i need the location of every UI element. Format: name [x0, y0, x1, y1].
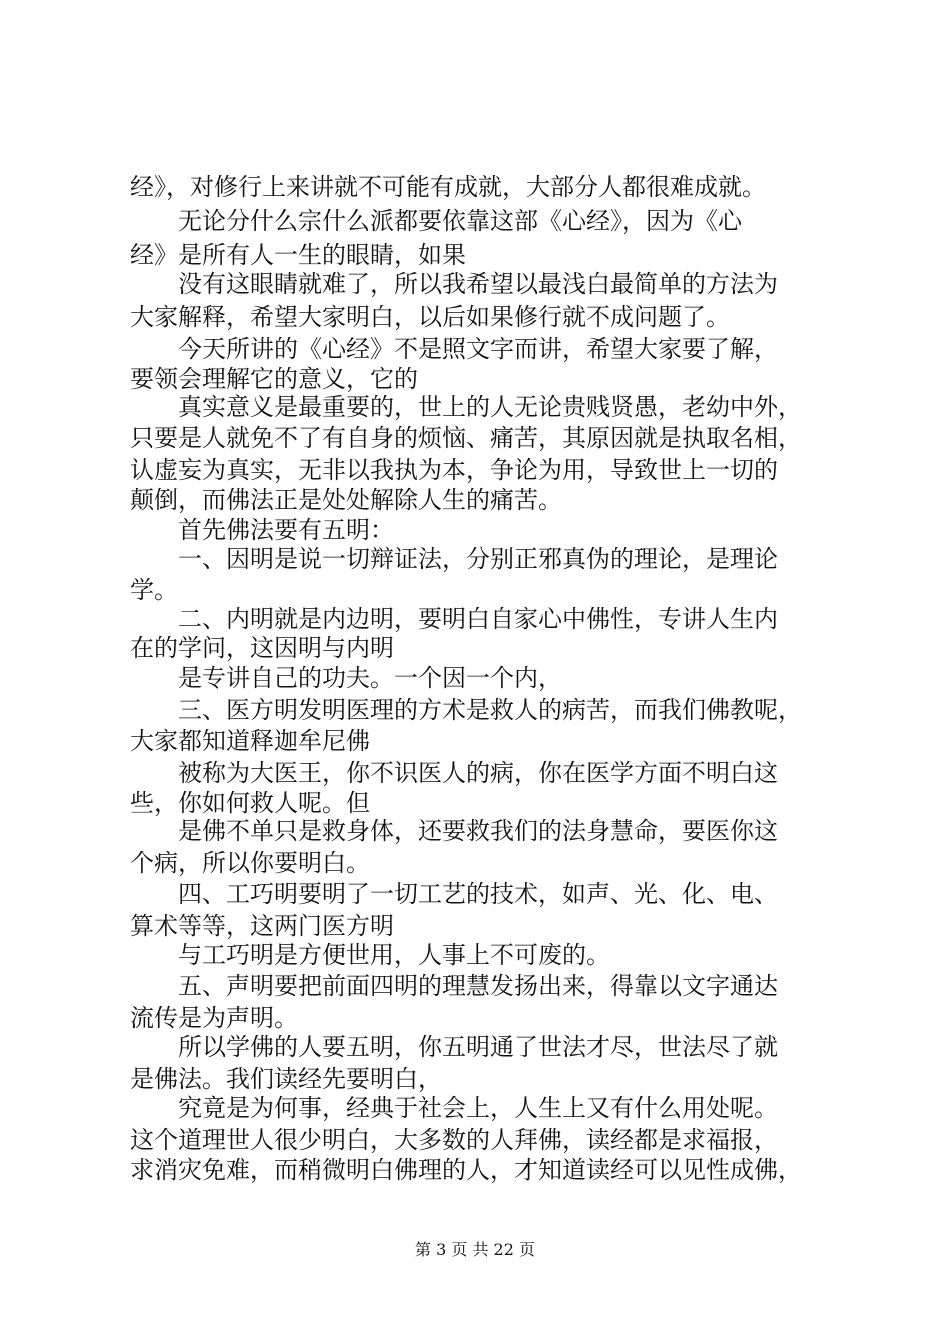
- text-line: 是佛不单只是救身体，还要救我们的法身慧命，要医你这: [130, 817, 778, 845]
- text-line: 是佛法。我们读经先要明白，: [130, 1065, 442, 1093]
- text-line: 被称为大医王，你不识医人的病，你在医学方面不明白这: [130, 759, 778, 787]
- text-line: 大家解释，希望大家明白，以后如果修行就不成问题了。: [130, 303, 730, 331]
- page-number-footer: 第 3 页 共 22 页: [415, 1240, 535, 1259]
- text-line: 求消灾免难，而稍微明白佛理的人，才知道读经可以见性成佛，: [130, 1156, 802, 1184]
- text-line: 无论分什么宗什么派都要依靠这部《心经》，因为《心: [130, 207, 742, 235]
- text-line: 真实意义是最重要的，世上的人无论贵贱贤愚，老幼中外，: [130, 393, 802, 421]
- text-line: 在的学问，这因明与内明: [130, 634, 394, 662]
- text-line: 五、声明要把前面四明的理慧发扬出来，得靠以文字通达: [130, 972, 778, 1000]
- text-line: 首先佛法要有五明：: [130, 516, 394, 544]
- text-line: 经》，对修行上来讲就不可能有成就，大部分人都很难成就。: [130, 173, 766, 201]
- text-line: 些，你如何救人呢。但: [130, 789, 370, 817]
- text-line: 二、内明就是内边明，要明白自家心中佛性，专讲人生内: [130, 605, 778, 633]
- text-line: 算术等等，这两门医方明: [130, 912, 394, 940]
- text-line: 认虚妄为真实，无非以我执为本，争论为用，导致世上一切的: [130, 456, 778, 484]
- text-line: 个病，所以你要明白。: [130, 849, 370, 877]
- text-line: 四、工巧明要明了一切工艺的技术，如声、光、化、电、: [130, 880, 778, 908]
- text-line: 只要是人就免不了有自身的烦恼、痛苦，其原因就是执取名相，: [130, 424, 802, 452]
- text-line: 今天所讲的《心经》不是照文字而讲，希望大家要了解，: [130, 335, 778, 363]
- text-line: 要领会理解它的意义，它的: [130, 365, 418, 393]
- text-line: 学。: [130, 576, 178, 604]
- text-line: 所以学佛的人要五明，你五明通了世法才尽，世法尽了就: [130, 1033, 778, 1061]
- text-line: 究竟是为何事，经典于社会上，人生上又有什么用处呢。: [130, 1094, 778, 1122]
- text-line: 没有这眼睛就难了，所以我希望以最浅白最简单的方法为: [130, 270, 778, 298]
- text-line: 大家都知道释迦牟尼佛: [130, 727, 370, 755]
- text-line: 是专讲自己的功夫。一个因一个内，: [130, 664, 562, 692]
- text-line: 这个道理世人很少明白，大多数的人拜佛，读经都是求福报，: [130, 1126, 778, 1154]
- text-line: 一、因明是说一切辩证法，分别正邪真伪的理论，是理论: [130, 545, 778, 573]
- text-line: 颠倒，而佛法正是处处解除人生的痛苦。: [130, 486, 562, 514]
- text-line: 经》是所有人一生的眼睛，如果: [130, 241, 466, 269]
- text-line: 三、医方明发明医理的方术是救人的病苦，而我们佛教呢，: [130, 696, 802, 724]
- text-line: 流传是为声明。: [130, 1004, 298, 1032]
- text-line: 与工巧明是方便世用，人事上不可废的。: [130, 941, 610, 969]
